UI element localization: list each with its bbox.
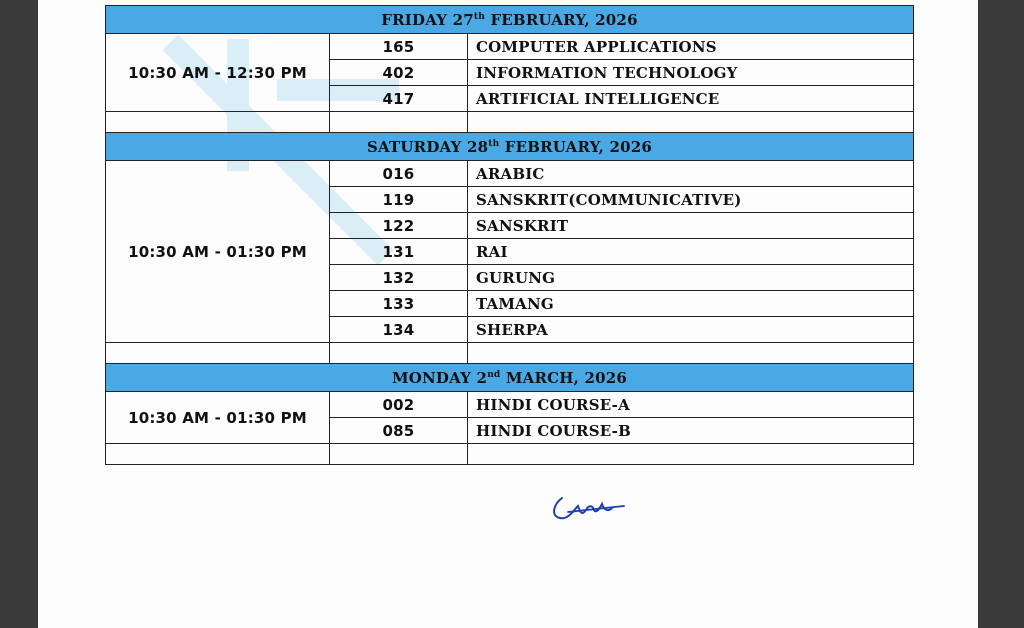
blank-cell: [330, 343, 468, 364]
blank-cell: [330, 112, 468, 133]
date-day: SATURDAY 28: [366, 137, 489, 156]
subject-name: GURUNG: [468, 265, 914, 291]
date-ordinal-suffix: th: [488, 138, 500, 149]
date-header: [106, 364, 914, 392]
date-month-year: FEBRUARY, 2026: [499, 137, 653, 156]
subject-code: 417: [330, 86, 468, 112]
subject-name: RAI: [468, 239, 914, 265]
date-header-row: [106, 364, 914, 392]
exam-time: 10:30 AM - 01:30 PM: [106, 161, 330, 343]
subject-code: 016: [330, 161, 468, 187]
exam-time: 10:30 AM - 01:30 PM: [106, 392, 330, 444]
subject-name: SANSKRIT: [468, 213, 914, 239]
subject-code: 085: [330, 418, 468, 444]
subject-code: 119: [330, 187, 468, 213]
subject-code: 122: [330, 213, 468, 239]
table-row: [106, 161, 914, 187]
table-row: [106, 34, 914, 60]
date-ordinal-suffix: th: [473, 11, 486, 22]
date-day: MONDAY 2: [391, 368, 488, 387]
date-header: [106, 133, 914, 161]
subject-code: 402: [330, 60, 468, 86]
subject-name: HINDI COURSE-A: [468, 392, 914, 418]
exam-schedule-table: [105, 5, 914, 465]
subject-name: SANSKRIT(COMMUNICATIVE): [468, 187, 914, 213]
subject-name: COMPUTER APPLICATIONS: [468, 34, 914, 60]
blank-cell: [106, 112, 330, 133]
blank-cell: [468, 343, 914, 364]
blank-cell: [468, 112, 914, 133]
subject-name: HINDI COURSE-B: [468, 418, 914, 444]
date-header: [106, 6, 914, 34]
subject-code: 002: [330, 392, 468, 418]
blank-cell: [468, 444, 914, 465]
blank-row: [106, 112, 914, 133]
subject-code: 165: [330, 34, 468, 60]
subject-name: INFORMATION TECHNOLOGY: [468, 60, 914, 86]
date-ordinal-suffix: nd: [487, 369, 501, 380]
table-row: [106, 392, 914, 418]
subject-name: SHERPA: [468, 317, 914, 343]
subject-code: 134: [330, 317, 468, 343]
subject-name: ARTIFICIAL INTELLIGENCE: [468, 86, 914, 112]
document-page: [38, 0, 978, 628]
blank-row: [106, 343, 914, 364]
blank-cell: [106, 444, 330, 465]
blank-cell: [330, 444, 468, 465]
date-day: FRIDAY 27: [381, 10, 474, 29]
date-header-row: [106, 6, 914, 34]
signature-image: [548, 490, 628, 526]
blank-cell: [106, 343, 330, 364]
subject-name: TAMANG: [468, 291, 914, 317]
date-month-year: MARCH, 2026: [500, 368, 628, 387]
subject-name: ARABIC: [468, 161, 914, 187]
subject-code: 131: [330, 239, 468, 265]
date-month-year: FEBRUARY, 2026: [485, 10, 638, 29]
subject-code: 132: [330, 265, 468, 291]
exam-time: 10:30 AM - 12:30 PM: [106, 34, 330, 112]
subject-code: 133: [330, 291, 468, 317]
date-header-row: [106, 133, 914, 161]
blank-row: [106, 444, 914, 465]
